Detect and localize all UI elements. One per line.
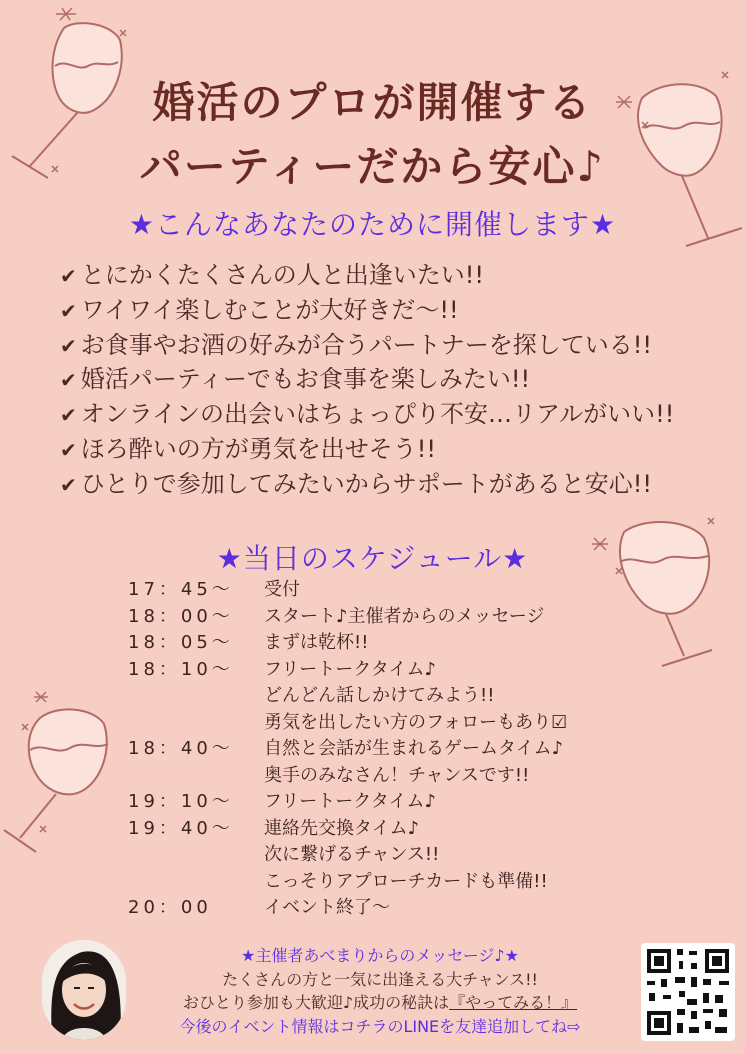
schedule-desc: こっそりアプローチカードも準備!! — [264, 870, 548, 892]
schedule-desc: 受付 — [264, 579, 300, 600]
schedule-heading: ★当日のスケジュール★ — [216, 542, 529, 575]
list-item-text: 婚活パーティーでもお食事を楽しみたい!! — [80, 365, 531, 394]
list-item-text: ほろ酔いの方が勇気を出せそう!! — [80, 434, 437, 463]
schedule-desc: 奥手のみなさん！チャンスです!! — [264, 764, 530, 786]
list-item — [60, 467, 674, 502]
schedule-desc: 次に繋げるチャンス!! — [264, 844, 440, 865]
schedule-row — [128, 630, 567, 657]
schedule-row — [128, 683, 567, 710]
list-item-text: ひとりで参加してみたいからサポートがあると安心!! — [80, 469, 653, 498]
list-item-text: お食事やお酒の好みが合うパートナーを探している!! — [80, 330, 653, 359]
schedule-row — [128, 842, 567, 869]
schedule-time: 19：40～ — [128, 817, 234, 839]
schedule-time: 17：45～ — [128, 579, 234, 600]
qr-code[interactable] — [641, 943, 735, 1041]
schedule-desc: どんどん話しかけてみよう!! — [264, 685, 495, 706]
wine-glass-icon — [0, 688, 120, 864]
page-title-line1: 婚活のプロが開催する — [152, 78, 593, 127]
check-icon: ✔ — [60, 264, 77, 288]
list-item — [60, 258, 674, 293]
schedule-desc: フリートークタイム♪ — [264, 791, 437, 812]
list-item-text: ワイワイ楽しむことが大好きだ～!! — [80, 295, 459, 324]
wine-glass-icon — [590, 510, 730, 680]
list-item — [60, 432, 674, 467]
check-icon: ✔ — [60, 333, 77, 358]
schedule-desc: 自然と会話が生まれるゲームタイム♪ — [264, 738, 564, 759]
schedule-desc: フリートークタイム♪ — [264, 658, 437, 680]
schedule-row — [128, 895, 567, 922]
check-icon: ✔ — [60, 368, 77, 393]
schedule-time: 19：10～ — [128, 791, 234, 812]
checklist — [60, 258, 674, 502]
list-item-text: オンラインの出会いはちょっぴり不安…リアルがいい!! — [80, 400, 675, 429]
page-title-line2: パーティーだから安心♪ — [139, 142, 606, 191]
schedule-row — [128, 789, 567, 816]
schedule-row — [128, 869, 567, 896]
list-item — [60, 397, 674, 432]
list-item — [60, 293, 674, 328]
check-icon: ✔ — [60, 298, 77, 323]
schedule-desc: まずは乾杯!! — [264, 632, 369, 653]
list-item-text: とにかくたくさんの人と出逢いたい!! — [80, 261, 485, 289]
schedule-time: 18：05～ — [128, 632, 234, 653]
list-item — [60, 362, 674, 397]
schedule-desc: 連絡先交換タイム♪ — [264, 817, 420, 839]
schedule-row — [128, 816, 567, 843]
message-line2 — [130, 991, 630, 1015]
message-line3: 今後のイベント情報はコチラのLINEを友達追加してね⇨ — [179, 1016, 581, 1036]
check-icon: ✔ — [60, 403, 77, 428]
schedule-desc: スタート♪主催者からのメッセージ — [264, 605, 545, 627]
organizer-message — [130, 944, 630, 1038]
schedule-time: 18：00～ — [128, 605, 234, 627]
schedule-row — [128, 736, 567, 763]
message-line2-underlined: 『やってみる！』 — [449, 993, 578, 1012]
list-item — [60, 328, 674, 363]
schedule-desc: 勇気を出したい方のフォローもあり☑ — [264, 711, 568, 733]
check-icon: ✔ — [60, 437, 77, 462]
check-icon: ✔ — [60, 472, 77, 497]
schedule-row — [128, 577, 567, 604]
target-heading: ★こんなあなたのために開催します★ — [128, 208, 617, 241]
message-line2-prefix: おひとり参加も大歓迎♪成功の秘訣は — [182, 993, 450, 1012]
schedule-time: 18：40～ — [128, 738, 234, 759]
schedule-row — [128, 763, 567, 790]
schedule-time: 20：00 — [128, 897, 212, 918]
schedule-row — [128, 657, 567, 684]
avatar — [42, 940, 126, 1040]
message-heading: ★主催者あべまりからのメッセージ♪★ — [241, 946, 519, 965]
schedule-desc: イベント終了～ — [264, 897, 390, 918]
schedule-list — [128, 577, 567, 922]
schedule-row — [128, 604, 567, 631]
schedule-time: 18：10～ — [128, 658, 234, 680]
schedule-row — [128, 710, 567, 737]
message-line1: たくさんの方と一気に出逢える大チャンス!! — [222, 969, 538, 989]
